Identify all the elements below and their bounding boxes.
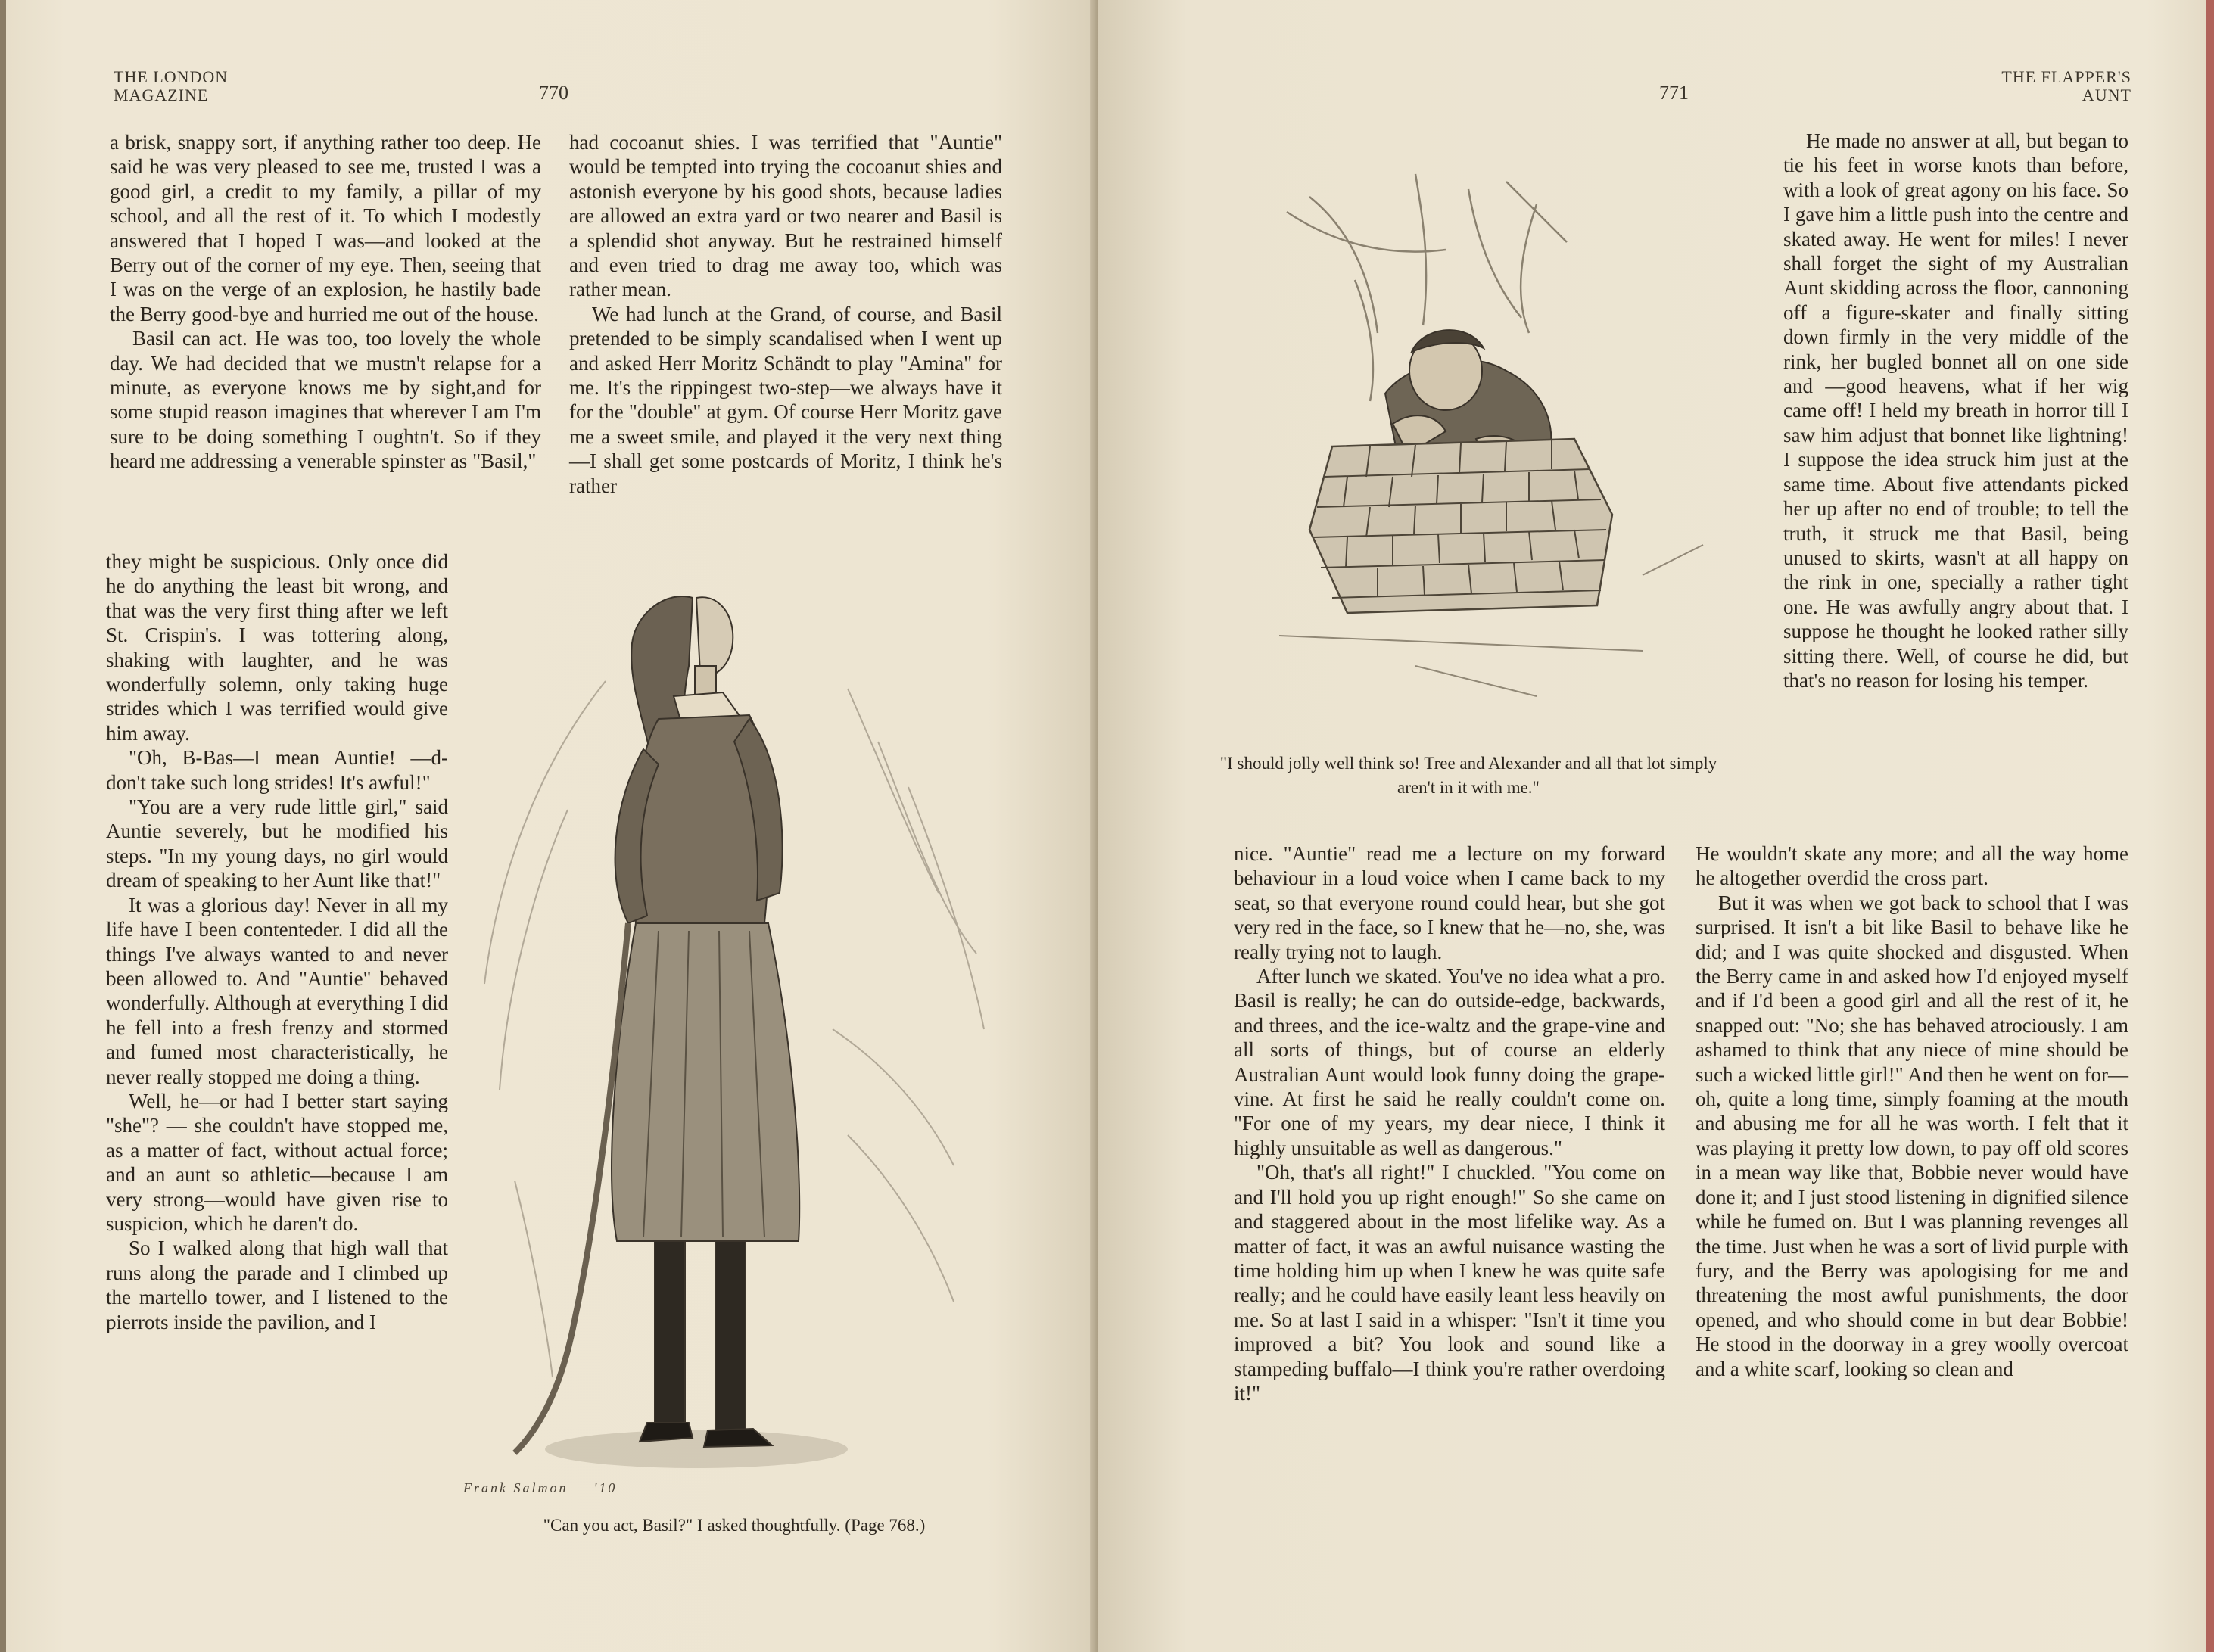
right-page	[1098, 0, 2214, 1652]
paragraph: had cocoanut shies. I was terrified that "Auntie" would be tempted into trying the cocoanut shies and astonish everyone by his good shots, because ladies are allowed an extra yard or two nearer and Basil is a splendid shot anyway. But he restrained himself and even tried to drag me away too, which was rather mean.	[569, 131, 1002, 301]
text-column-a	[1234, 842, 1665, 1405]
text-column-1-narrow	[106, 549, 448, 1334]
illustration-boy-over-wall	[1219, 151, 1733, 742]
running-head-line: AUNT	[2082, 86, 2131, 104]
paragraph: He wouldn't skate any more; and all the way home he altogether overdid the cross part.	[1696, 842, 2128, 890]
paragraph: they might be suspicious. Only once did he do anything the least bit wrong, and that was the very first thing after we left St. Crispin's. I was tottering along, shaking with laughter, and he was wonderfully solemn, only taking huge strides which I was terrified would give him away.	[106, 550, 448, 745]
paragraph: It was a glorious day! Never in all my life have I been contenteder. I did all the things I've always wanted to and never been allowed to. And "Auntie" behaved wonderfully. Although at everything I did he fell into a fresh frenzy and stormed and fumed most characteristically, he never really stopped me doing a thing.	[106, 893, 448, 1088]
paragraph: Well, he—or had I better start saying "she"? — she couldn't have stopped me, as a matter of fact, without actual force; and an aunt so athletic—because I am very strong—would have given rise to suspicion, which he daren't do.	[106, 1089, 448, 1235]
page-edge	[0, 0, 6, 1652]
text-column-b	[1696, 842, 2128, 1381]
paragraph: "Oh, B-Bas—I mean Auntie! —d-don't take such long strides! It's awful!"	[106, 746, 448, 794]
text-column-1	[110, 130, 541, 474]
left-page	[0, 0, 1098, 1652]
illustration-girl-figure	[454, 560, 1014, 1506]
page-number: 770	[539, 82, 568, 104]
text-column-top-right	[1783, 129, 2128, 692]
running-head-right	[1973, 68, 2131, 104]
running-head-line: THE FLAPPER'S	[2001, 67, 2131, 86]
paragraph: Basil can act. He was too, too lovely the whole day. We had decided that we mustn't relapse for a minute, as everyone knows me by sight,and for some stupid reason imagines that wherever I am I'm sure to be doing something I oughtn't. So if they heard me addressing a venerable spinster as "Basil,"	[110, 327, 541, 473]
paragraph: "You are a very rude little girl," said Auntie severely, but he modified his steps. "In my young days, no girl would dream of speaking to her Aunt like that!"	[106, 795, 448, 892]
book-edge-trim	[2206, 0, 2214, 1652]
paragraph: But it was when we got back to school that I was surprised. It isn't a bit like Basil to behave like he did; and I was quite shocked and disgusted. When the Berry came in and asked how I'd enjoyed myself and if I'd been a good girl and all the rest of it, he snapped out: "No; she has behaved atrociously. I am ashamed to think that any niece of mine should be such a wicked little girl!" And then he went on for—oh, quite a long time, simply foaming at the mouth and abusing me for all he was worth. I felt that it was playing it pretty low down, to pay off old scores in a mean way like that, Bobbie never would have done it; and I just stood listening in dignified silence while he fumed on. But I was planning revenges all the time. Just when he was a sort of livid purple with fury, and the Berry was apologising for me and threatening the most awful punishments, the door opened, and who should come in but dear Bobbie! He stood in the doorway in a grey woolly overcoat and a white scarf, looking so clean and	[1696, 891, 2128, 1380]
artist-signature: Frank Salmon — '10 —	[463, 1480, 637, 1495]
illustration-caption: "Can you act, Basil?" I asked thoughtfully. (Page 768.)	[543, 1516, 926, 1535]
paragraph: So I walked along that high wall that runs along the parade and I climbed up the martello tower, and I listened to the pierrots inside the pavilion, and I	[106, 1237, 448, 1333]
page-number: 771	[1659, 82, 1689, 104]
running-head-left	[114, 68, 228, 104]
running-head-line: MAGAZINE	[114, 86, 209, 104]
illustration-caption: "I should jolly well think so! Tree and Alexander and all that lot simply aren't in it with me."	[1219, 754, 1717, 797]
paragraph: After lunch we skated. You've no idea what a pro. Basil is really; he can do outside-edge, backwards, and threes, and the ice-waltz and the grape-vine and all sorts of things, but of course an elderly Australian Aunt would look funny doing the grape-vine. At first he said he really couldn't come on. "For one of my years, my dear niece, I think it highly unsuitable as well as dangerous."	[1234, 965, 1665, 1159]
paragraph: a brisk, snappy sort, if anything rather too deep. He said he was very pleased to see me, trusted I was a good girl, a credit to my family, a pillar of my school, and all the rest of it. To which I modestly answered that I hoped I was—and looked at the Berry out of the corner of my eye. Then, seeing that I was on the verge of an explosion, he hastily bade the Berry good-bye and hurried me out of the house.	[110, 131, 541, 325]
paragraph: We had lunch at the Grand, of course, and Basil pretended to be simply scandalised when I went up and asked Herr Moritz Schändt to play "Amina" for me. It's the rippingest two-step—we always have it for the "double" at gym. Of course Herr Moritz gave me a sweet smile, and played it the very next thing—I shall get some postcards of Moritz, I think he's rather	[569, 302, 1002, 497]
text-column-2	[569, 130, 1002, 498]
paragraph: He made no answer at all, but began to tie his feet in worse knots than before, with a look of great agony on his face. So I gave him a little push into the centre and skated away. He went for miles! I never shall forget the sight of my Australian Aunt skidding across the floor, cannoning off a figure-skater and finally sitting down firmly in the very middle of the rink, her bugled bonnet all on one side and —good heavens, what if her wig came off! I held my breath in horror till I saw him adjust that bonnet like lightning! I suppose the idea struck him just at the same time. About five attendants picked her up after no end of trouble; to tell the truth, it struck me that Basil, being unused to skirts, wasn't at all happy on the rink in one, specially a rather tight one. He was awfully angry about that. I suppose he thought he looked rather silly sitting there. Well, of course he did, but that's no reason for losing his temper.	[1783, 129, 2128, 692]
paragraph: "Oh, that's all right!" I chuckled. "You come on and I'll hold you up right enough!" So she came on and staggered about in the most lifelike way. As a matter of fact, it was an awful nuisance wasting the time holding him up when I knew he was quite safe really; and he could have easily leant less heavily on me. So at last I said in a whisper: "Isn't it time you improved a bit? You look and sound like a stampeding buffalo—I think you're rather overdoing it!"	[1234, 1161, 1665, 1405]
paragraph: nice. "Auntie" read me a lecture on my forward behaviour in a loud voice when I came back to my seat, so that everyone round could hear, but she got very red in the face, so I knew that he—no, she, was really trying not to laugh.	[1234, 842, 1665, 963]
running-head-line: THE LONDON	[114, 67, 229, 86]
